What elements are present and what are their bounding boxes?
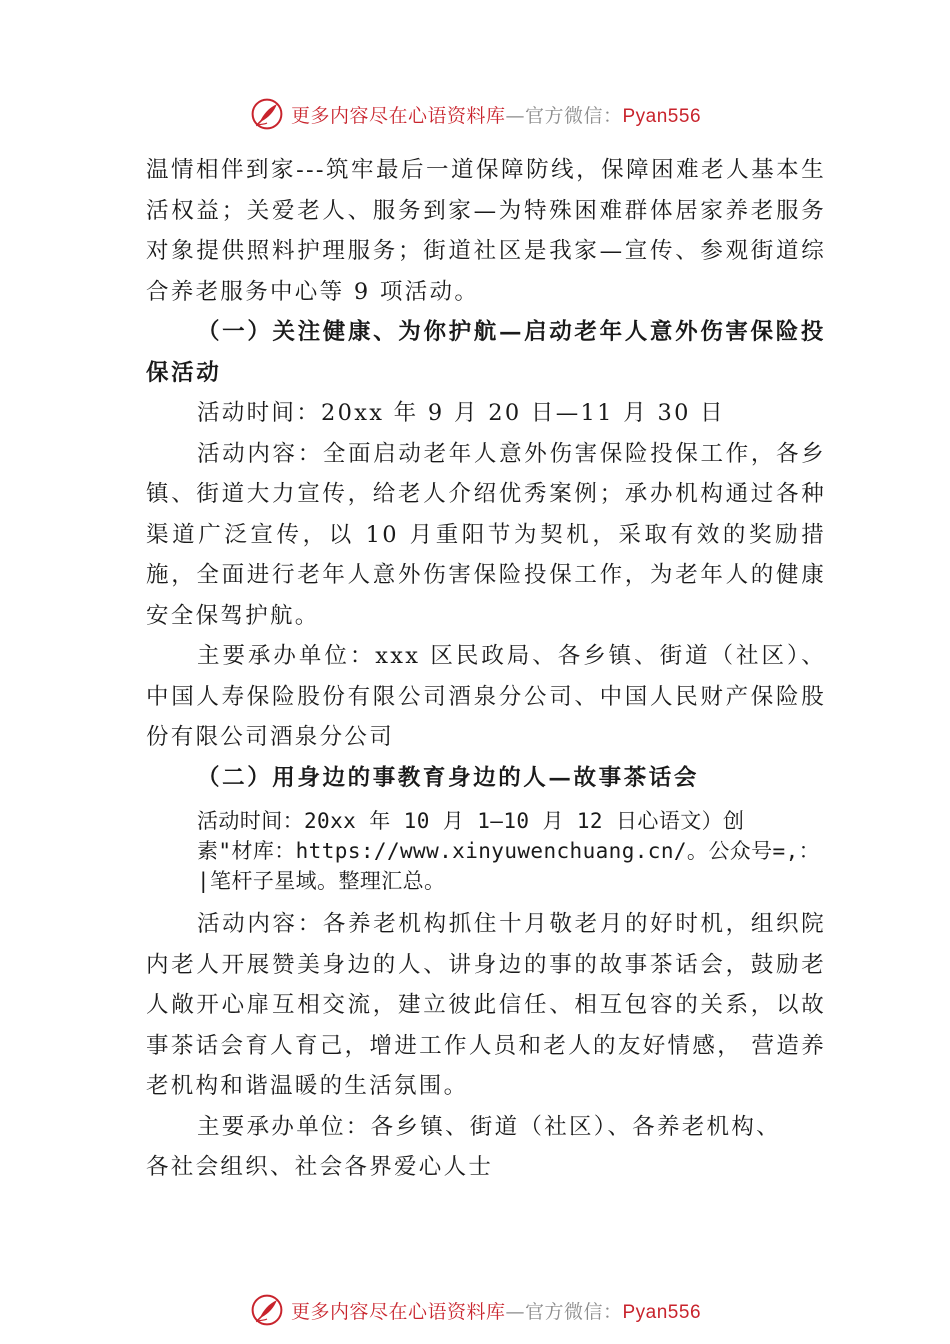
banner-text [291,1297,701,1324]
banner-separator: —官方微信： [505,104,623,127]
section-2-time-line-1: 活动时间：20xx 年 10 月 1—10 月 12 日心语文）创 [197,809,745,833]
intro-paragraph: 温情相伴到家---筑牢最后一道保障防线，保障困难老人基本生活权益；关爱老人、服务到家—为特殊困难群体居家养老服务对象提供照料护理服务；街道社区是我家—宣传、参观街道综合养老服务中心等 9 项活动。 [146,157,826,305]
banner-separator: —官方微信： [505,1300,623,1323]
banner-wechat-id: Pyan556 [622,1301,702,1323]
feather-pen-logo-icon [249,1292,285,1328]
header-banner [0,94,950,134]
section-2-time-line-2: 素"材库：https://www.xinyuwenchuang.cn/。公众号=,： [197,839,821,863]
section-1-content: 活动内容：全面启动老年人意外伤害保险投保工作，各乡镇、街道大力宣传，给老人介绍优秀案例；承办机构通过各种渠道广泛宣传，以 10 月重阳节为契机，采取有效的奖励措施，全面进行老年人意外伤害保险投保工作，为老年人的健康安全保驾护航。 [146,440,826,629]
section-1-time: 活动时间：20xx 年 9 月 20 日—11 月 30 日 [197,400,725,426]
section-2-content: 活动内容：各养老机构抓住十月敬老月的好时机，组织院内老人开展赞美身边的人、讲身边的事的故事茶话会，鼓励老人敞开心扉互相交流，建立彼此信任、相互包容的关系，以故事茶话会育人育己，增进工作人员和老人的友好情感， 营造养老机构和谐温暖的生活氛围。 [146,911,826,1099]
section-2-organizers-line-1: 主要承办单位：各乡镇、街道（社区）、各养老机构、 [197,1113,781,1140]
feather-pen-logo-icon [249,96,285,132]
section-2-time-block [146,806,826,896]
section-2-time-line-3: |笔杆子星域。整理汇总。 [197,869,446,893]
document-body [146,150,826,1188]
banner-wechat-id: Pyan556 [622,105,702,127]
section-2-organizers-line-2: 各社会组织、社会各界爱心人士 [146,1154,494,1180]
footer-banner [0,1290,950,1330]
banner-site-name: 更多内容尽在心语资料库 [290,1300,506,1323]
footer-banner-content [249,1292,701,1328]
section-2-heading: （二）用身边的事教育身边的人—故事茶话会 [197,764,700,791]
banner-text [291,101,701,128]
section-1-heading: （一）关注健康、为你护航—启动老年人意外伤害保险投保活动 [146,319,826,386]
header-banner-content [249,96,701,132]
banner-site-name: 更多内容尽在心语资料库 [290,104,506,127]
section-1-organizers: 主要承办单位：xxx 区民政局、各乡镇、街道（社区）、中国人寿保险股份有限公司酒泉分公司、中国人民财产保险股份有限公司酒泉分公司 [146,643,826,750]
